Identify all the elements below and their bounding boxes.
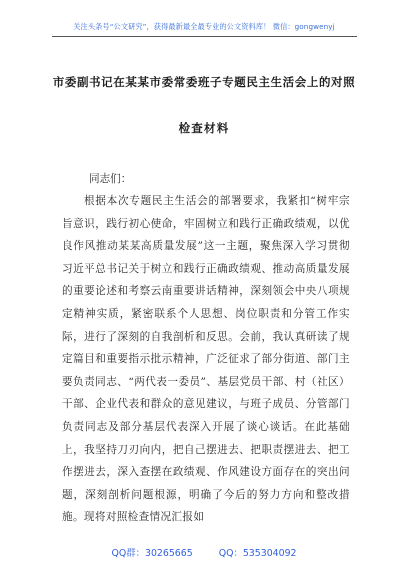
- document-subtitle: 检查材料: [178, 121, 230, 135]
- footer-qq-group: QQ群：30265665: [111, 548, 193, 559]
- document-title: 市委副书记在某某市委常委班子专题民主生活会上的对照: [52, 75, 356, 89]
- header-banner: 关注头条号“公文研究”，获得最新最全最专业的公文资料库！ 微信：gongwenyj: [73, 22, 335, 31]
- body-paragraph: 根据本次专题民主生活会的部署要求，我紧扣“树牢宗旨意识，践行初心使命，牢固树立和践行正确政绩观，以优良作风推动某某高质量发展”这一主题，聚焦深入学习贯彻习近平总书记关于树立和践行正确政绩观、推动高质量发展的重要论述和考察云南重要讲话精神，深刻领会中央八项规定精神实质，紧密联系个人思想、岗位职责和分管工作实际，进行了深刻的自我剖析和反思。会前，我认真研读了规定篇目和重要指示批示精神，广泛征求了部分街道、部门主要负责同志、“两代表一委员”、基层党员干部、村（社区）干部、企业代表和群众的意见建议，与班子成员、分管部门负责同志及部分基层代表深入开展了谈心谈话。在此基础上，我坚持刀刃向内，把自己摆进去、把职责摆进去、把工作摆进去，深入查摆在政绩观、作风建设方面存在的突出问题，深刻剖析问题根源，明确了今后的努力方向和整改措施。现将对照检查情况汇报如: [62, 195, 350, 524]
- footer-contact: [0, 545, 408, 559]
- salutation: 同志们：: [89, 173, 132, 185]
- header-divider: [52, 36, 357, 37]
- footer-qq: QQ：535304092: [218, 548, 297, 559]
